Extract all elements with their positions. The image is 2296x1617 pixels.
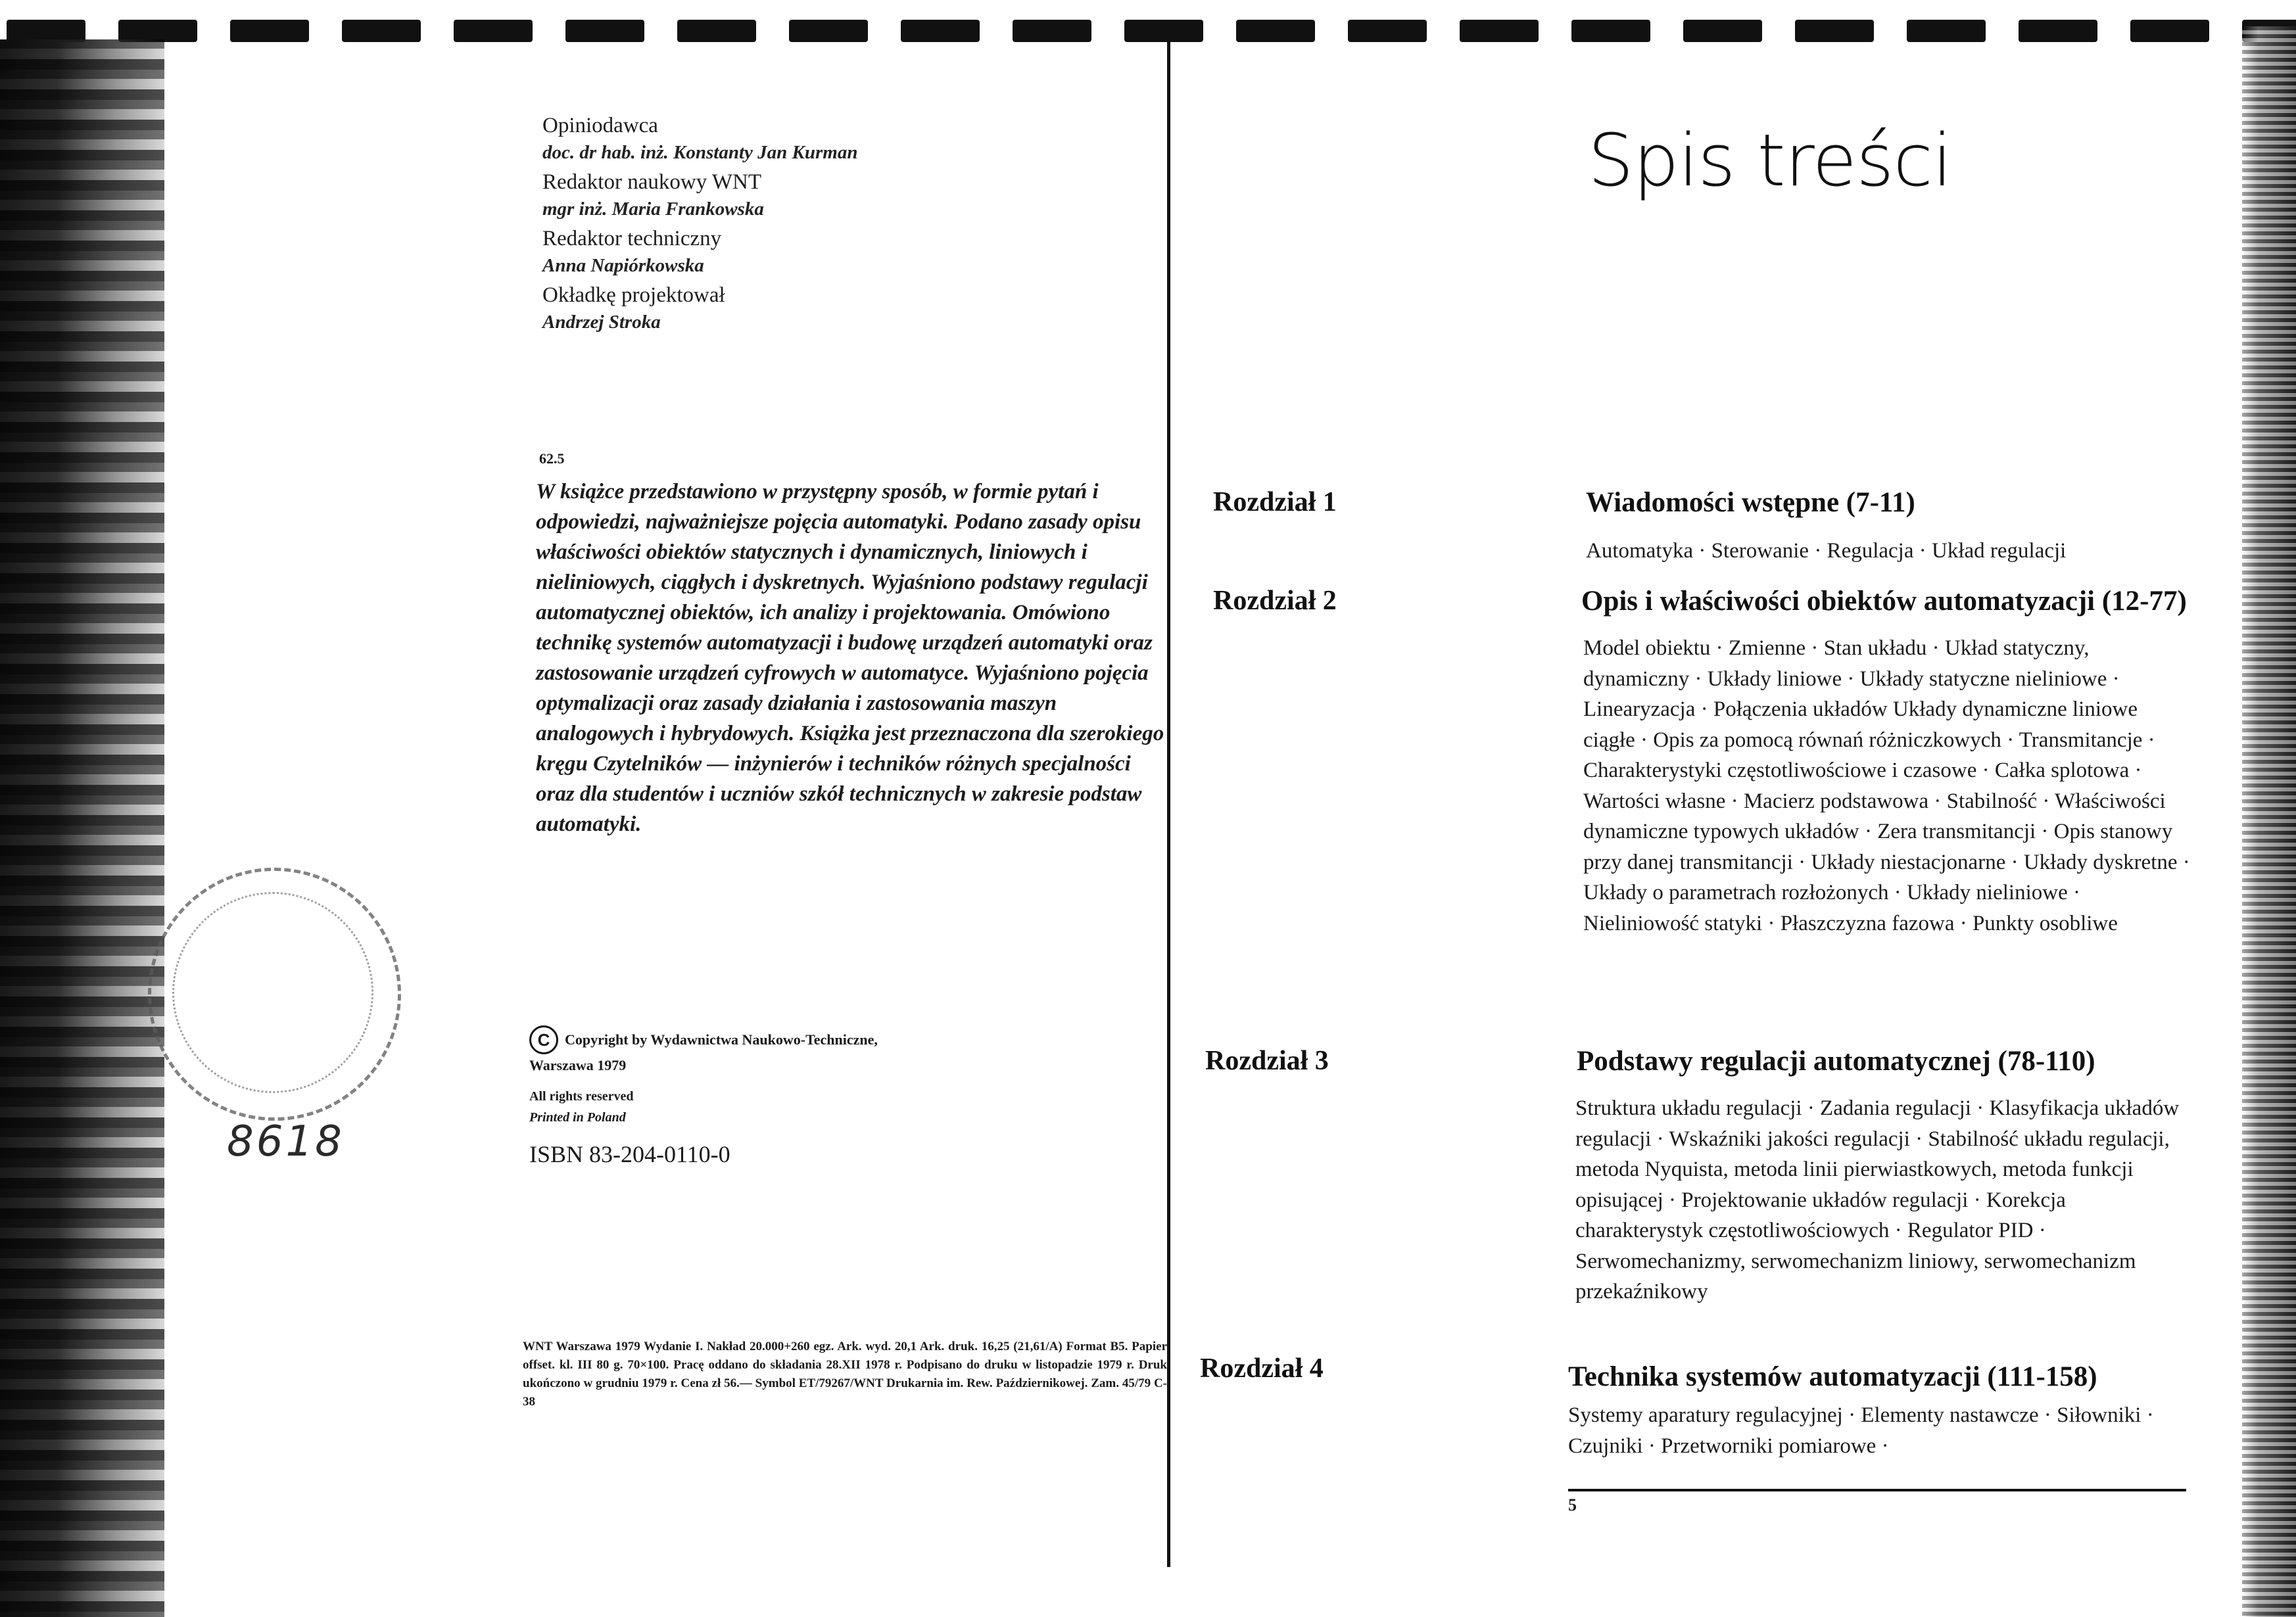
chapter-2-topics: Model obiektu · Zmienne · Stan układu · Układ statyczny, dynamiczny · Układy liniowe · Układy statyczne nieliniowe · Linearyzacja · Połączenia układów Układy dynamiczne liniowe ciągłe · Opis za pomocą równań różniczkowych · Transmitancje · Charakterystyki częstotliwościowe i czasowe · Całka splotowa · Wartości własne · Macierz podstawowa · Stabilność · Właściwości dynamiczne typowych układów · Zera transmitancji · Opis stanowy przy danej transmitancji · Układy niestacjonarne · Układy dyskretne · Układy o parametrach rozłożonych · Układy nieliniowe · Nieliniowość statyki · Płaszczyzna fazowa · Punkty osobliwe: [1583, 636, 2190, 935]
chapter-2-label: Rozdział 2: [1213, 586, 1337, 616]
copyright-line: [529, 1025, 990, 1054]
printed-in: Printed in Poland: [529, 1110, 626, 1125]
credit-name: Anna Napiórkowska: [542, 255, 704, 276]
chapter-2-title: Opis i właściwości obiektów automatyzacji (12-77): [1581, 586, 2187, 617]
toc-title: Spis treści: [1588, 118, 1952, 202]
isbn: ISBN 83-204-0110-0: [529, 1141, 730, 1167]
credit-role: Redaktor naukowy WNT: [542, 170, 761, 194]
chapter-1-topics: Automatyka · Sterowanie · Regulacja · Układ regulacji: [1586, 539, 2067, 563]
credit-name: mgr inż. Maria Frankowska: [542, 199, 764, 220]
copyright-icon: C: [529, 1025, 558, 1054]
book-abstract: W książce przedstawiono w przystępny sposób, w formie pytań i odpowiedzi, najważniejsze pojęcia automatyki. Podano zasady opisu właściwości obiektów statycznych i dynamicznych, liniowych i nieliniowych, ciągłych i dyskretnych. Wyjaśniono podstawy regulacji automatycznej obiektów, ich analizy i projektowania. Omówiono technikę systemów automatyzacji i budowę urządzeń automatyki oraz zastosowanie urządzeń cyfrowych w automatyce. Wyjaśniono pojęcia optymalizacji oraz zasady działania i zastosowania maszyn analogowych i hybrydowych. Książka jest przeznaczona dla szerokiego kręgu Czytelników — inżynierów i techników różnych specjalności oraz dla studentów i uczniów szkół technicznych w zakresie podstaw automatyki.: [536, 480, 1164, 836]
rights-reserved: All rights reserved: [529, 1089, 634, 1104]
credit-name: doc. dr hab. inż. Konstanty Jan Kurman: [542, 142, 858, 163]
chapter-3-topics: Struktura układu regulacji · Zadania regulacji · Klasyfikacja układów regulacji · Wskaźniki jakości regulacji · Stabilność układu regulacji, metoda Nyquista, metoda linii pierwiastkowych, metoda funkcji opisującej · Projektowanie układów regulacji · Korekcja charakterystyk częstotliwościowych · Regulator PID · Serwomechanizmy, serwomechanizm liniowy, serwomechanizm przekaźnikowy: [1575, 1096, 2180, 1303]
chapter-1-title: Wiadomości wstępne (7-11): [1586, 487, 1915, 518]
library-stamp-inner: [172, 892, 373, 1093]
credit-name: Andrzej Stroka: [542, 312, 661, 333]
scan-right-edge: [2242, 26, 2296, 1617]
page-number: 5: [1568, 1495, 1577, 1514]
chapter-3-title: Podstawy regulacji automatycznej (78-110): [1577, 1046, 2095, 1077]
credits-block: [542, 112, 1003, 338]
chapter-4-title: Technika systemów automatyzacji (111-158): [1568, 1361, 2097, 1392]
chapter-1-label: Rozdział 1: [1213, 487, 1337, 517]
copyright-block: [529, 1025, 990, 1170]
page-gutter: [1167, 42, 1170, 1567]
chapter-3-label: Rozdział 3: [1205, 1046, 1329, 1076]
scan-left-edge: [0, 39, 164, 1617]
scan-top-edge: [0, 20, 2296, 42]
copyright-text: Copyright by Wydawnictwa Naukowo-Techniczne,: [565, 1031, 878, 1048]
chapter-4-label: Rozdział 4: [1200, 1353, 1324, 1384]
credit-role: Okładkę projektował: [542, 283, 725, 307]
handwritten-note: 8618: [227, 1117, 345, 1166]
page-rule: [1568, 1489, 2186, 1491]
credit-role: Redaktor techniczny: [542, 227, 722, 250]
chapter-4-topics: Systemy aparatury regulacyjnej · Elementy nastawcze · Siłowniki · Czujniki · Przetworniki pomiarowe ·: [1568, 1403, 2154, 1458]
credit-role: Opiniodawca: [542, 114, 658, 137]
colophon: WNT Warszawa 1979 Wydanie I. Nakład 20.000+260 egz. Ark. wyd. 20,1 Ark. druk. 16,25 (21,61/A) Format B5. Papier offset. kl. III 80 g. 70×100. Pracę oddano do składania 28.XII 1978 r. Podpisano do druku w listopadzie 1979 r. Druk ukończono w grudniu 1979 r. Cena zł 56.— Symbol ET/79267/WNT Drukarnia im. Rew. Październikowej. Zam. 45/79 C-38: [523, 1340, 1167, 1409]
copyright-city: Warszawa 1979: [529, 1057, 627, 1073]
classification-code: 62.5: [539, 450, 565, 467]
